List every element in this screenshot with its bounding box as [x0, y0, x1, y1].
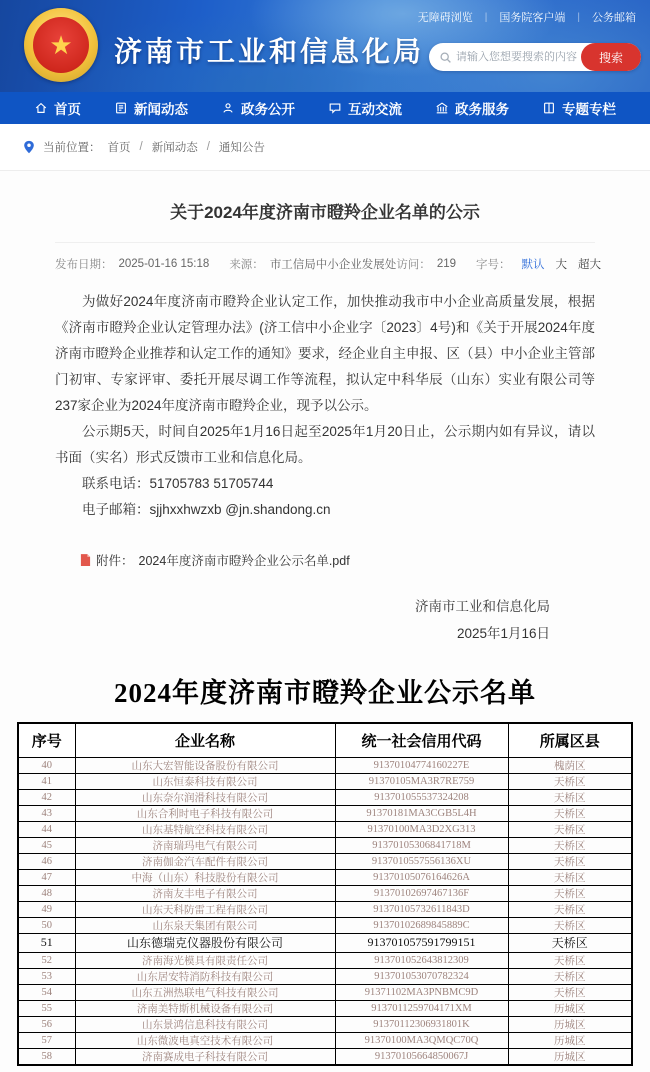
table-cell: 天桥区	[508, 869, 632, 885]
table-cell: 天桥区	[508, 984, 632, 1000]
top-links	[418, 9, 636, 25]
links-separator: |	[484, 11, 488, 23]
table-cell: 57	[18, 1032, 75, 1048]
search-icon	[439, 51, 452, 64]
table-cell: 46	[18, 853, 75, 869]
table-cell: 天桥区	[508, 952, 632, 968]
table-cell: 53	[18, 968, 75, 984]
table-cell: 41	[18, 773, 75, 789]
nav-item-home[interactable]: 首页	[34, 98, 81, 118]
table-cell: 43	[18, 805, 75, 821]
table-cell: 91370105MA3R7RE759	[335, 773, 508, 789]
breadcrumb-news[interactable]: 新闻动态	[151, 142, 198, 154]
table-cell: 9137011259704171XM	[335, 1000, 508, 1016]
chat-icon	[328, 101, 342, 115]
table-row	[18, 984, 632, 1000]
signature	[0, 593, 650, 647]
site-header	[0, 0, 650, 92]
table-cell: 52	[18, 952, 75, 968]
table-cell: 山东恒泰科技有限公司	[75, 773, 335, 789]
table-row	[18, 1000, 632, 1016]
table-cell: 天桥区	[508, 789, 632, 805]
table-cell: 济南赛成电子科技有限公司	[75, 1048, 335, 1065]
table-row	[18, 805, 632, 821]
fontsize-large[interactable]: 大	[555, 259, 567, 271]
publish-date-value: 2025-01-16 15:18	[118, 258, 210, 270]
visits-label: 访问：	[396, 259, 431, 271]
fontsize-label: 字号：	[476, 259, 511, 271]
table-cell: 历城区	[508, 1048, 632, 1065]
table-cell: 历城区	[508, 1032, 632, 1048]
article	[0, 198, 650, 1072]
table-cell: 913701055537324208	[335, 789, 508, 805]
table-cell: 济南海光模具有限责任公司	[75, 952, 335, 968]
table-row	[18, 901, 632, 917]
table-cell: 天桥区	[508, 933, 632, 952]
table-cell: 山东德瑞克仪器股份有限公司	[75, 933, 335, 952]
table-cell: 济南友丰电子有限公司	[75, 885, 335, 901]
table-row	[18, 952, 632, 968]
table-cell: 49	[18, 901, 75, 917]
attachment-row	[55, 551, 595, 569]
table-body	[18, 757, 632, 1065]
publish-date-label: 发布日期：	[55, 259, 113, 271]
table-cell: 济南伽金汽车配件有限公司	[75, 853, 335, 869]
table-cell: 山东奈尔润滑科技有限公司	[75, 789, 335, 805]
column-header: 所属区县	[508, 723, 632, 757]
table-row	[18, 789, 632, 805]
signature-org: 济南市工业和信息化局	[415, 599, 550, 614]
national-emblem-icon: ★	[24, 8, 98, 82]
location-pin-icon	[22, 139, 36, 155]
table-cell: 天桥区	[508, 805, 632, 821]
table-cell: 山东泉天集团有限公司	[75, 917, 335, 933]
fontsize-xlarge[interactable]: 超大	[578, 259, 601, 271]
table-cell: 91370102697467136F	[335, 885, 508, 901]
table-cell: 48	[18, 885, 75, 901]
accessibility-link[interactable]: 无障碍浏览	[417, 12, 473, 24]
table-cell: 91371102MA3PNBMC9D	[335, 984, 508, 1000]
company-list-document	[0, 671, 650, 1072]
table-row	[18, 757, 632, 773]
table-cell: 91370104774160227E	[335, 757, 508, 773]
table-cell: 山东微波电真空技术有限公司	[75, 1032, 335, 1048]
table-row	[18, 821, 632, 837]
table-cell: 47	[18, 869, 75, 885]
contact-email: 电子邮箱：sjjhxxhwzxb @jn.shandong.cn	[82, 502, 331, 517]
table-cell: 42	[18, 789, 75, 805]
table-cell: 历城区	[508, 1000, 632, 1016]
column-header: 统一社会信用代码	[335, 723, 508, 757]
fontsize-default[interactable]: 默认	[521, 259, 545, 271]
table-cell: 91370181MA3CGB5L4H	[335, 805, 508, 821]
table-cell: 45	[18, 837, 75, 853]
nav-item-services[interactable]: 政务服务	[435, 98, 509, 118]
state-council-link[interactable]: 国务院客户端	[499, 12, 566, 24]
site-title: 济南市工业和信息化局	[114, 36, 425, 67]
table-cell: 91370100MA3D2XG313	[335, 821, 508, 837]
column-header: 序号	[18, 723, 75, 757]
table-cell: 槐荫区	[508, 757, 632, 773]
table-row	[18, 933, 632, 952]
table-cell: 山东大宏智能设备股份有限公司	[75, 757, 335, 773]
table-cell: 山东五洲热联电气科技有限公司	[75, 984, 335, 1000]
table-cell: 91370105732611843D	[335, 901, 508, 917]
table-cell: 40	[18, 757, 75, 773]
table-cell: 913701052643812309	[335, 952, 508, 968]
table-cell: 山东景鸿信息科技有限公司	[75, 1016, 335, 1032]
search-bar	[429, 43, 641, 71]
attachment-label: 附件：	[96, 554, 134, 568]
table-cell: 山东基特航空科技有限公司	[75, 821, 335, 837]
visits-count: 219	[436, 258, 456, 270]
table-row	[18, 853, 632, 869]
bank-icon	[435, 101, 449, 115]
table-cell: 天桥区	[508, 917, 632, 933]
table-cell: 天桥区	[508, 821, 632, 837]
attachment-link[interactable]: 2024年度济南市瞪羚企业公示名单.pdf	[138, 554, 350, 568]
table-row	[18, 1016, 632, 1032]
nav-item-disclosure[interactable]: 政务公开	[221, 98, 295, 118]
company-table	[17, 722, 633, 1066]
table-row	[18, 885, 632, 901]
table-cell: 91370105076164626A	[335, 869, 508, 885]
table-cell: 55	[18, 1000, 75, 1016]
table-cell: 天桥区	[508, 773, 632, 789]
table-row	[18, 773, 632, 789]
table-cell: 天桥区	[508, 968, 632, 984]
table-cell: 91370105306841718M	[335, 837, 508, 853]
table-cell: 91370100MA3QMQC70Q	[335, 1032, 508, 1048]
table-cell: 51	[18, 933, 75, 952]
table-row	[18, 1032, 632, 1048]
source-label: 来源：	[229, 259, 264, 271]
table-cell: 济南美特斯机械设备有限公司	[75, 1000, 335, 1016]
table-cell: 天桥区	[508, 901, 632, 917]
disclosure-icon	[221, 101, 235, 115]
table-cell: 91370105664850067J	[335, 1048, 508, 1065]
signature-date: 2025年1月16日	[456, 626, 550, 641]
nav-item-special-columns[interactable]: 专题专栏	[542, 98, 616, 118]
table-row	[18, 869, 632, 885]
table-row	[18, 968, 632, 984]
home-icon	[34, 101, 48, 115]
breadcrumb-home[interactable]: 首页	[107, 142, 131, 154]
article-meta	[0, 256, 650, 272]
table-cell: 56	[18, 1016, 75, 1032]
table-cell: 54	[18, 984, 75, 1000]
table-row	[18, 837, 632, 853]
table-cell: 91370102689845889C	[335, 917, 508, 933]
table-cell: 山东天科防雷工程有限公司	[75, 901, 335, 917]
table-cell: 50	[18, 917, 75, 933]
table-cell: 44	[18, 821, 75, 837]
official-mail-link[interactable]: 公务邮箱	[592, 12, 636, 24]
paragraph: 为做好2024年度济南市瞪羚企业认定工作，加快推动我市中小企业高质量发展，根据《济南市瞪羚企业认定管理办法》(济工信中小企业字〔2023〕4号)和《关于开展2024年度济南市瞪羚企业推荐和认定工作的通知》要求，经企业自主申报、区（县）中小企业主管部门初审、专家评审、委托开展尽调工作等流程，拟认定中科华辰（山东）实业有限公司等237家企业为2024年度济南市瞪羚企业，现予以公示。	[55, 294, 595, 413]
table-row	[18, 1048, 632, 1065]
breadcrumb-notices[interactable]: 通知公告	[218, 142, 265, 154]
table-row	[18, 917, 632, 933]
pdf-icon	[80, 554, 91, 567]
table-cell: 中海（山东）科技股份有限公司	[75, 869, 335, 885]
table-cell: 天桥区	[508, 853, 632, 869]
table-cell: 913701053070782324	[335, 968, 508, 984]
search-input[interactable]	[452, 51, 581, 63]
document-title: 2024年度济南市瞪羚企业公示名单	[114, 678, 536, 708]
table-cell: 历城区	[508, 1016, 632, 1032]
main-nav	[0, 92, 650, 124]
column-header: 企业名称	[75, 723, 335, 757]
table-header	[18, 723, 632, 757]
paragraph: 公示期5天，时间自2025年1月16日起至2025年1月20日止，公示期内如有异议，请以书面（实名）形式反馈市工业和信息化局。	[55, 424, 595, 465]
table-cell: 天桥区	[508, 885, 632, 901]
divider	[55, 242, 595, 243]
article-body	[55, 289, 595, 523]
nav-item-interaction[interactable]: 互动交流	[328, 98, 402, 118]
column-icon	[542, 101, 556, 115]
contact-phone: 联系电话：51705783 51705744	[82, 476, 274, 491]
links-separator: |	[577, 11, 580, 23]
source-value: 市工信局中小企业发展处	[269, 259, 397, 271]
table-cell: 91370112306931801K	[335, 1016, 508, 1032]
nav-item-news[interactable]: 新闻动态	[114, 98, 188, 118]
breadcrumb: 当前位置： 首页 / 新闻动态 / 通知公告	[0, 124, 650, 171]
table-cell: 山东合利时电子科技有限公司	[75, 805, 335, 821]
table-cell: 天桥区	[508, 837, 632, 853]
table-cell: 山东居安特消防科技有限公司	[75, 968, 335, 984]
breadcrumb-label: 当前位置：	[43, 142, 101, 154]
table-cell: 58	[18, 1048, 75, 1065]
table-cell: 9137010557556136XU	[335, 853, 508, 869]
news-icon	[114, 101, 128, 115]
page-title: 关于2024年度济南市瞪羚企业名单的公示	[170, 203, 480, 222]
search-button[interactable]: 搜索	[581, 43, 641, 71]
table-cell: 913701057591799151	[335, 933, 508, 952]
table-cell: 济南瑞玛电气有限公司	[75, 837, 335, 853]
brand	[24, 8, 424, 82]
